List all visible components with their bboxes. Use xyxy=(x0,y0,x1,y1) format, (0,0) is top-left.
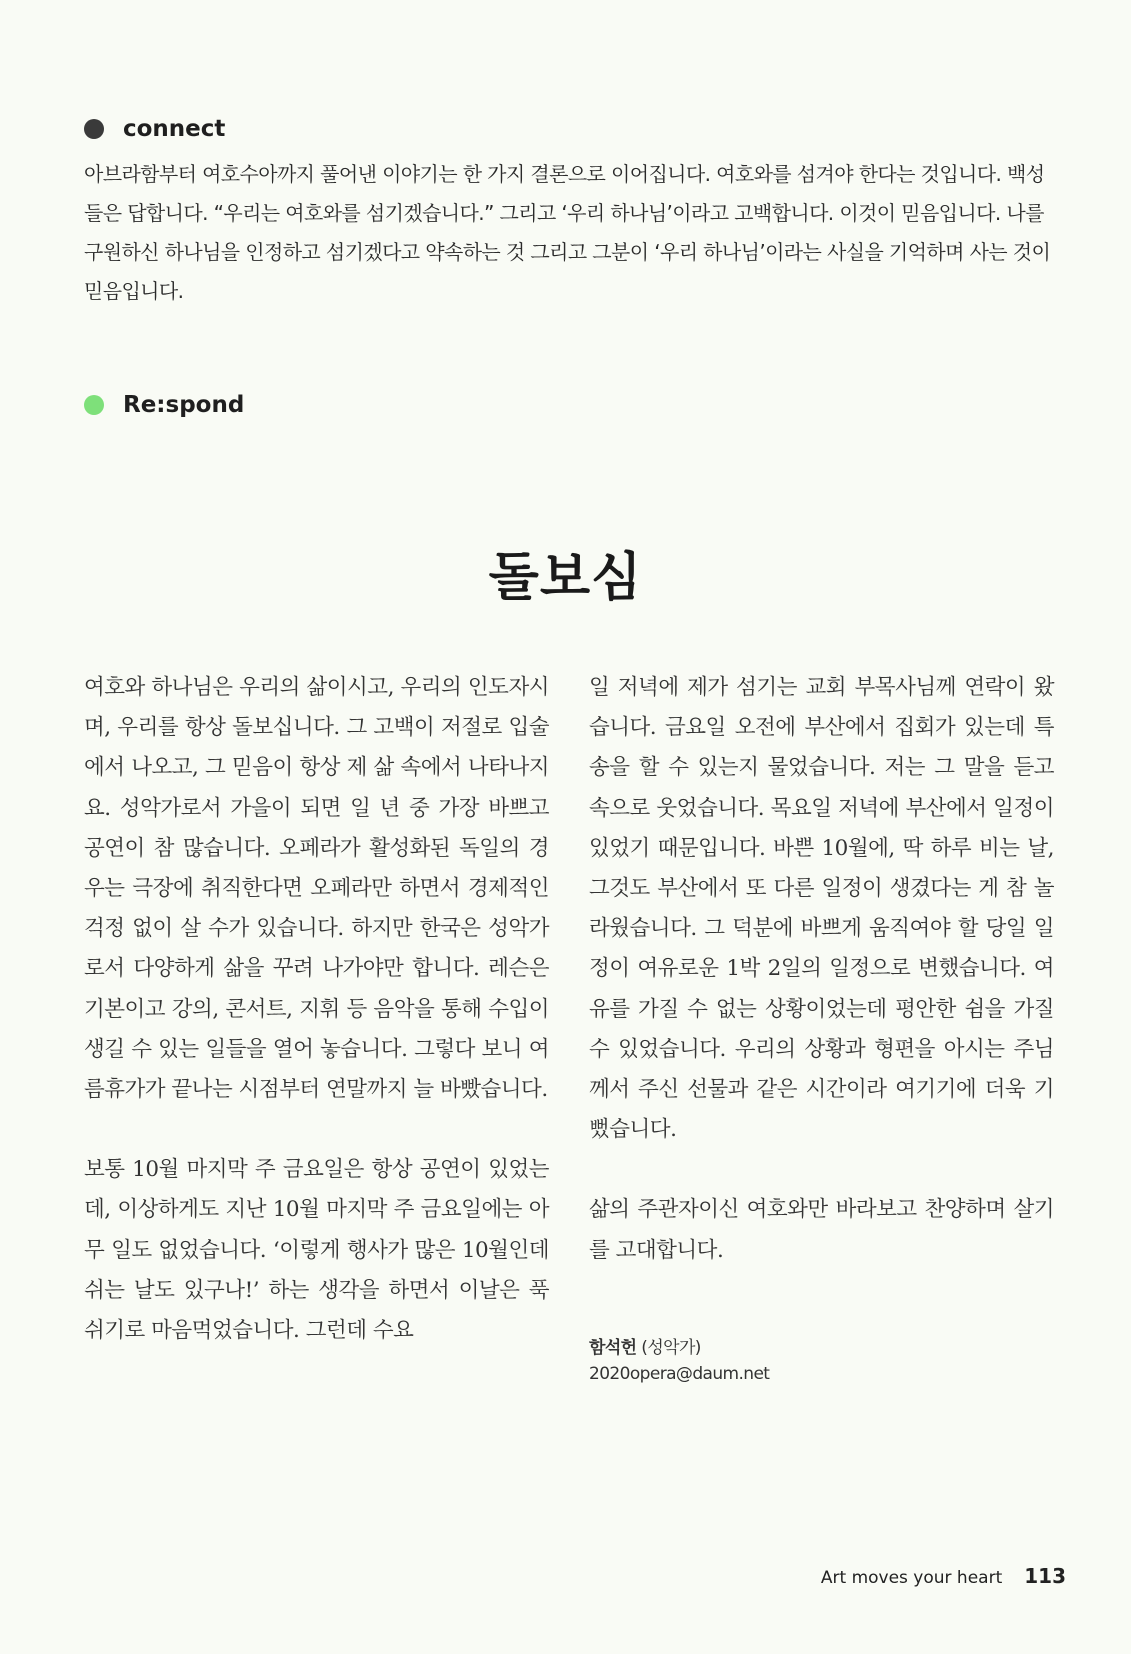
article-paragraph: 보통 10월 마지막 주 금요일은 항상 공연이 있었는데, 이상하게도 지난 10월 마지막 주 금요일에는 아무 일도 없었습니다. ‘이렇게 행사가 많은 10월인데 쉬는 날도 있구나!’ 하는 생각을 하면서 이날은 푹 쉬기로 마음먹었습니다. 그런데 수요 xyxy=(84,1157,549,1344)
author-email[interactable]: 2020opera@daum.net xyxy=(589,1364,770,1384)
article-paragraph: 삶의 주관자이신 여호와만 바라보고 찬양하며 살기를 고대합니다. xyxy=(589,1197,1054,1263)
article-paragraph: 여호와 하나님은 우리의 삶이시고, 우리의 인도자시며, 우리를 항상 돌보십니다. 그 고백이 저절로 입술에서 나오고, 그 믿음이 항상 제 삶 속에서 나타나지요. 성악가로서 가을이 되면 일 년 중 가장 바쁘고 공연이 참 많습니다. 오페라가 활성화된 독일의 경우는 극장에 취직한다면 오페라만 하면서 경제적인 걱정 없이 살 수가 있습니다. 하지만 한국은 성악가로서 다양하게 삶을 꾸려 나가야만 합니다. 레슨은 기본이고 강의, 콘서트, 지휘 등 음악을 통해 수입이 생길 수 있는 일들을 열어 놓습니다. 그렇다 보니 여름휴가가 끝나는 시점부터 연말까지 늘 바빴습니다. xyxy=(84,675,549,1103)
footer-tagline: Art moves your heart xyxy=(820,1568,1003,1588)
respond-bullet-icon xyxy=(84,395,104,415)
connect-section-heading xyxy=(84,116,225,142)
article-left-column xyxy=(84,668,549,1391)
connect-paragraph: 아브라함부터 여호수아까지 풀어낸 이야기는 한 가지 결론으로 이어집니다. 여호와를 섬겨야 한다는 것입니다. 백성들은 답합니다. “우리는 여호와를 섬기겠습니다.” 그리고 ‘우리 하나님’이라고 고백합니다. 이것이 믿음입니다. 나를 구원하신 하나님을 인정하고 섬기겠다고 약속하는 것 그리고 그분이 ‘우리 하나님’이라는 사실을 기억하며 사는 것이 믿음입니다. xyxy=(84,162,1051,303)
connect-heading-label: connect xyxy=(123,116,226,142)
author-name: 함석헌 xyxy=(589,1338,637,1358)
page-number: 113 xyxy=(1024,1564,1066,1588)
author-role: (성악가) xyxy=(641,1338,701,1358)
article-paragraph: 일 저녁에 제가 섬기는 교회 부목사님께 연락이 왔습니다. 금요일 오전에 부산에서 집회가 있는데 특송을 할 수 있는지 물었습니다. 저는 그 말을 듣고 속으로 웃었습니다. 목요일 저녁에 부산에서 일정이 있었기 때문입니다. 바쁜 10월에, 딱 하루 비는 날, 그것도 부산에서 또 다른 일정이 생겼다는 게 참 놀라웠습니다. 그 덕분에 바쁘게 움직여야 할 당일 일정이 여유로운 1박 2일의 일정으로 변했습니다. 여유를 가질 수 없는 상황이었는데 평안한 쉼을 가질 수 있었습니다. 우리의 상황과 형편을 아시는 주님께서 주신 선물과 같은 시간이라 여기기에 더욱 기뻤습니다. xyxy=(589,675,1054,1143)
author-byline xyxy=(589,1335,769,1387)
article-right-column xyxy=(589,668,1054,1311)
respond-section-heading xyxy=(84,392,244,418)
respond-heading-label: Re:spond xyxy=(123,392,245,418)
page-footer xyxy=(821,1564,1066,1588)
article-title: 돌보심 xyxy=(488,547,643,608)
connect-bullet-icon xyxy=(84,119,104,139)
